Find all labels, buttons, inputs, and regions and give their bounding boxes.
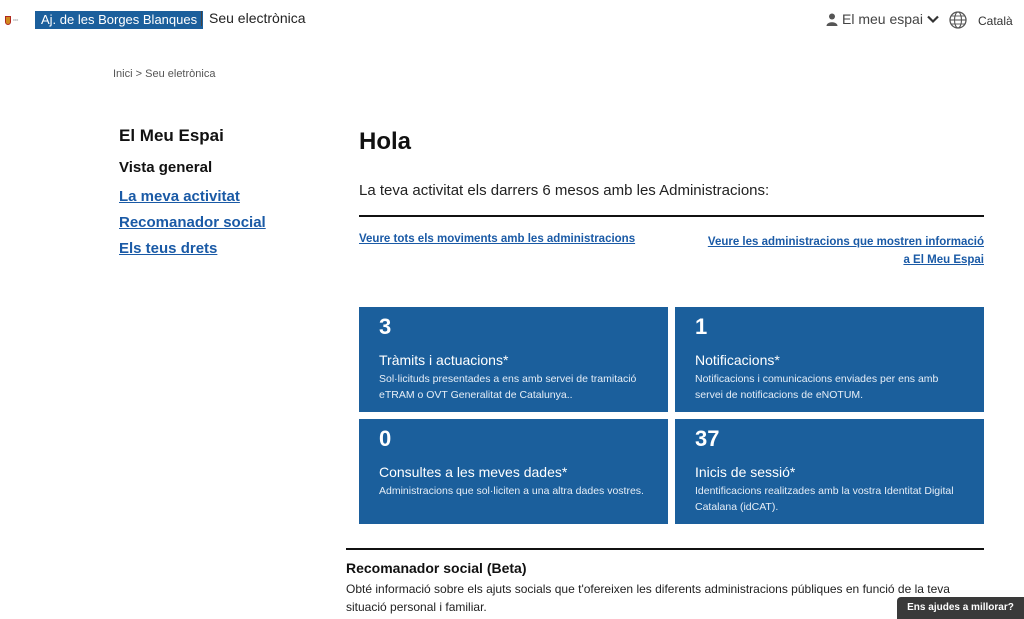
sidebar-title: El Meu Espai — [119, 126, 224, 145]
administrations-link-line2: a El Meu Espai — [903, 254, 984, 266]
sidebar-item-your-rights[interactable]: Els teus drets — [119, 240, 218, 257]
header-divider — [201, 11, 202, 26]
language-selector[interactable]: Català — [978, 14, 1013, 28]
activity-intro: La teva activitat els darrers 6 mesos amb les Administracions: — [359, 182, 770, 199]
card-description: Administracions que sol·liciten a una altra dades vostres. — [379, 485, 644, 497]
card-title: Tràmits i actuacions* — [379, 352, 509, 368]
card-notifications[interactable] — [675, 307, 984, 412]
section-divider — [359, 215, 984, 217]
sidebar-item-overview: Vista general — [119, 159, 213, 176]
sidebar-item-my-activity[interactable]: La meva activitat — [119, 188, 240, 205]
card-count: 37 — [695, 426, 720, 451]
page-title: Hola — [359, 128, 412, 155]
globe-icon[interactable] — [949, 11, 967, 29]
site-header — [0, 0, 1024, 40]
user-menu-button[interactable] — [826, 9, 939, 29]
card-title: Notificacions* — [695, 352, 780, 368]
card-description: Sol·licituds presentades a ens amb servei de tramitació eTRAM o OVT Generalitat de Catalunya.. — [379, 373, 637, 401]
sidebar-nav — [119, 126, 329, 266]
card-count: 3 — [379, 314, 392, 339]
feedback-button[interactable]: Ens ajudes a millorar? — [897, 597, 1024, 619]
recommender-description: Obté informació sobre els ajuts socials que t'ofereixen les diferents administracions públiques en funció de la teva situació personal i familiar. — [346, 582, 950, 614]
card-count: 1 — [695, 314, 708, 339]
org-name-badge[interactable]: Aj. de les Borges Blanques — [35, 11, 203, 29]
sidebar-item-social-recommender[interactable]: Recomanador social — [119, 214, 266, 231]
user-menu-label: El meu espai — [842, 11, 923, 27]
recommender-title: Recomanador social (Beta) — [346, 560, 527, 576]
card-description: Notificacions i comunicacions enviades per ens amb servei de notificacions de eNOTUM. — [695, 373, 939, 401]
card-logins[interactable] — [675, 419, 984, 524]
card-procedures[interactable] — [359, 307, 668, 412]
logo-wordmark: ≡≡≡ — [13, 17, 19, 22]
coat-of-arms-icon — [5, 16, 11, 25]
administrations-list-link[interactable] — [660, 233, 984, 269]
breadcrumb-separator: > — [135, 68, 143, 80]
card-count: 0 — [379, 426, 392, 451]
card-description: Identificacions realitzades amb la vostra Identitat Digital Catalana (idCAT). — [695, 485, 954, 513]
breadcrumb-home-link[interactable]: Inici — [113, 68, 133, 80]
chevron-down-icon — [927, 15, 939, 24]
site-name[interactable]: Seu electrònica — [209, 10, 306, 26]
card-title: Consultes a les meves dades* — [379, 464, 568, 480]
card-title: Inicis de sessió* — [695, 464, 796, 480]
all-movements-link[interactable]: Veure tots els moviments amb les administracions — [359, 233, 636, 245]
administrations-link-line1: Veure les administracions que mostren informació — [707, 236, 984, 248]
card-data-queries[interactable] — [359, 419, 668, 524]
breadcrumb — [113, 68, 215, 80]
section-divider — [346, 548, 984, 550]
breadcrumb-current: Seu eletrònica — [145, 68, 216, 80]
activity-cards — [359, 307, 984, 523]
user-icon — [826, 13, 838, 26]
municipal-logo[interactable] — [5, 13, 33, 27]
